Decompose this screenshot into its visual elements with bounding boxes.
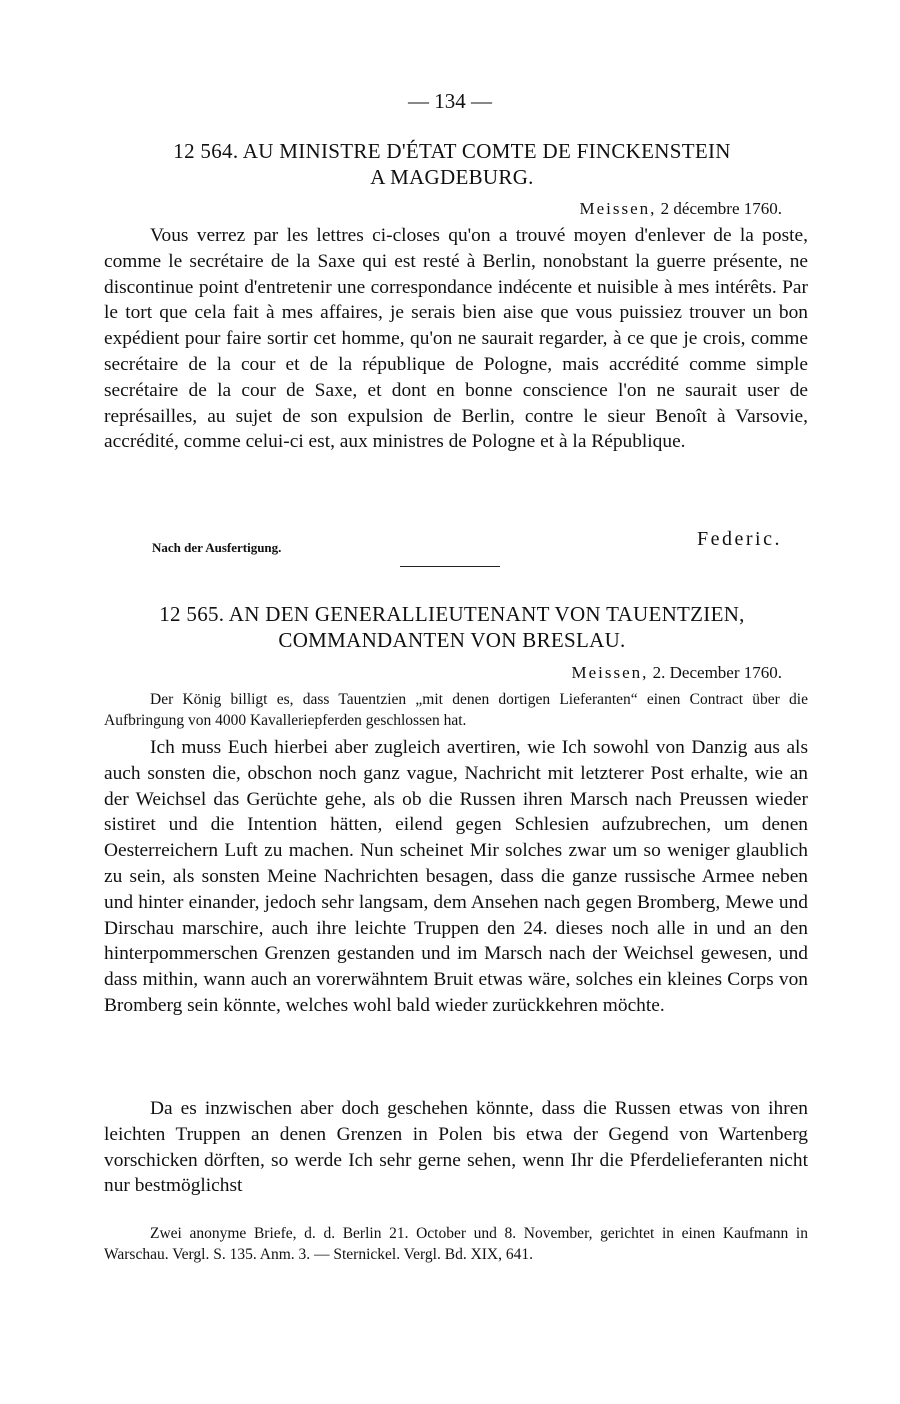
letter-12564-title-line1: 12 564. AU MINISTRE D'ÉTAT COMTE DE FINCKENSTEIN [173,139,731,163]
letter-12564-body: Vous verrez par les lettres ci-closes qu'on a trouvé moyen d'enlever de la poste, comme le secrétaire de la Saxe qui est resté à Berlin, nonobstant la guerre présente, ne discontinue point d'entretenir une correspondance indécente et nuisible à mes intérêts. Par le tort que cela fait à mes affaires, je serais bien aise que vous puissiez trouver un bon expédient pour faire sortir cet homme, qu'on ne saurait regarder, à ce que je crois, comme secrétaire de la cour et de la république de Pologne, mais accrédité comme simple secrétaire de la cour de Saxe, et dont en bonne conscience l'on ne saurait user de représailles, au sujet de son expulsion de Berlin, contre le sieur Benoît à Varsovie, accrédité, comme celui-ci est, aux ministres de Pologne et à la République. [104,225,808,453]
letter-12565-paragraph-2: Da es inzwischen aber doch geschehen könnte, dass die Russen etwas von ihren leichten Truppen an denen Grenzen in Polen bis etwa der Gegend von Wartenberg vorschicken dörften, so werde Ich sehr gerne sehen, wenn Ihr die Pferdelieferanten nicht nur bestmöglichst [104,1098,808,1197]
page-number: — 134 — [408,89,492,113]
letter-12565-place-date [571,662,782,684]
letter-12565-paragraph-1: Ich muss Euch hierbei aber zugleich avertiren, wie Ich sowohl von Danzig aus als auch sonsten die, obschon noch ganz vague, Nachricht mit letzterer Post erhalte, wie an der Weichsel das Gerüchte gehe, als ob die Russen ihren Marsch nach Preussen wieder sistiret und die Intention hätten, eilend gegen Schlesien aufzubrechen, um denen Oesterreichern Luft zu machen. Nun scheinet Mir solches zwar um so weniger glaublich zu sein, als sonsten Meine Nachrichten besagen, dass die ganze russische Armee neben und hinter einander, jedoch sehr langsam, dem Ansehen nach gegen Bromberg, Mewe und Dirschau marschire, auch ihre leichte Truppen den 24. dieses noch alle in und an den hinterpommerschen Grenzen gestanden und im Marsch nach der Weichsel gewesen, und dass mithin, wann auch an vorerwähntem Bruit etwas wäre, solches ein kleines Corps von Bromberg sein könnte, welches wohl bald wieder zurückkehren möchte. [104,737,808,1016]
letter-12564-signature: Federic. [697,528,782,550]
section-separator [400,566,500,567]
letter-12565-title-line1: 12 565. AN DEN GENERALLIEUTENANT VON TAUENTZIEN, [159,602,745,626]
footnotes: Zwei anonyme Briefe, d. d. Berlin 21. October und 8. November, gerichtet in einen Kaufmann in Warschau. Vergl. S. 135. Anm. 3. — Sternickel. Vergl. Bd. XIX, 641. [104,1225,808,1263]
letter-12565-summary: Der König billigt es, dass Tauentzien „mit denen dortigen Lieferanten“ einen Contract über die Aufbringung von 4000 Kavalleriepferden geschlossen hat. [104,691,808,729]
letter-12565-place: Meissen, [571,663,649,682]
letter-12565-date: 2. December 1760. [652,663,782,682]
letter-12564-date: 2 décembre 1760. [660,199,782,218]
letter-12564-place-date [580,198,783,220]
letter-12564-title-line2: A MAGDEBURG. [370,165,534,189]
letter-12564-source-note: Nach der Ausfertigung. [152,540,282,555]
letter-12564-place: Meissen, [579,199,657,218]
letter-12565-title-line2: COMMANDANTEN VON BRESLAU. [278,628,626,652]
